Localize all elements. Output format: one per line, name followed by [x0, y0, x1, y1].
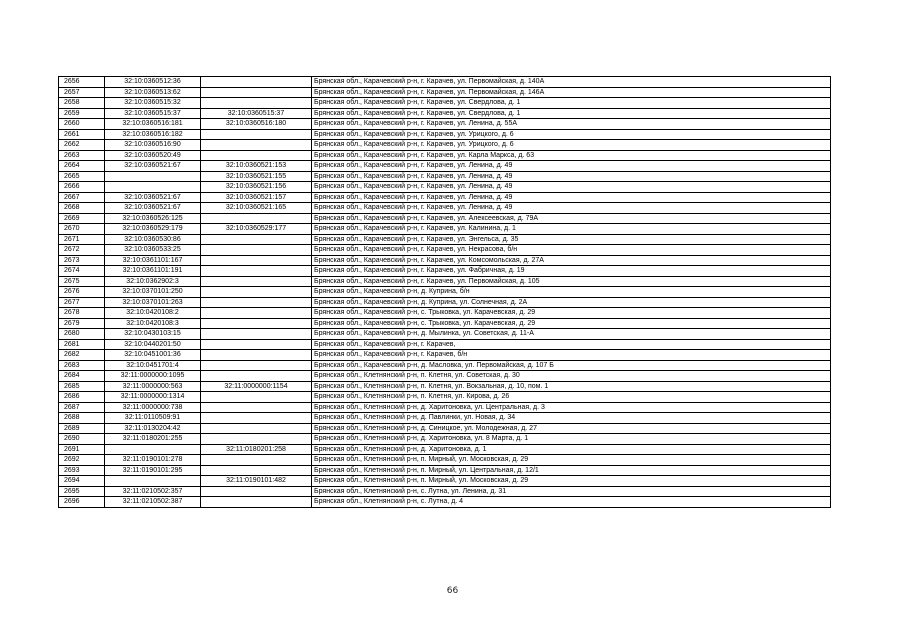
address-cell: Брянская обл., Карачевский р-н, г. Карачев, ул. Свердлова, д. 1 [312, 108, 831, 119]
related-cadastral-number-cell [201, 77, 312, 88]
row-number-cell: 2684 [59, 371, 105, 382]
address-cell: Брянская обл., Клетнянский р-н, п. Мирный, ул. Московская, д. 29 [312, 455, 831, 466]
row-number-cell: 2669 [59, 213, 105, 224]
related-cadastral-number-cell [201, 276, 312, 287]
row-number-cell: 2680 [59, 329, 105, 340]
address-cell: Брянская обл., Карачевский р-н, г. Карачев, ул. Ленина, д. 49 [312, 203, 831, 214]
cadastral-number-cell: 32:10:0420108:2 [105, 308, 201, 319]
table-row [59, 497, 831, 508]
related-cadastral-number-cell [201, 392, 312, 403]
row-number-cell: 2679 [59, 318, 105, 329]
row-number-cell: 2659 [59, 108, 105, 119]
address-cell: Брянская обл., Карачевский р-н, д. Масловка, ул. Первомайская, д. 107 Б [312, 360, 831, 371]
cadastral-number-cell: 32:10:0430103:15 [105, 329, 201, 340]
related-cadastral-number-cell: 32:10:0360521:157 [201, 192, 312, 203]
address-cell: Брянская обл., Карачевский р-н, г. Карачев, ул. Ленина, д. 49 [312, 171, 831, 182]
row-number-cell: 2690 [59, 434, 105, 445]
cadastral-number-cell: 32:10:0370101:263 [105, 297, 201, 308]
row-number-cell: 2662 [59, 140, 105, 151]
row-number-cell: 2667 [59, 192, 105, 203]
cadastral-number-cell: 32:10:0360513:62 [105, 87, 201, 98]
page-number: 66 [446, 586, 459, 596]
table-row [59, 476, 831, 487]
row-number-cell: 2682 [59, 350, 105, 361]
row-number-cell: 2687 [59, 402, 105, 413]
row-number-cell: 2696 [59, 497, 105, 508]
cadastral-number-cell [105, 476, 201, 487]
related-cadastral-number-cell [201, 266, 312, 277]
cadastral-number-cell: 32:10:0362902:3 [105, 276, 201, 287]
cadastral-number-cell: 32:10:0360521:67 [105, 192, 201, 203]
table-row [59, 486, 831, 497]
related-cadastral-number-cell [201, 371, 312, 382]
table-row [59, 161, 831, 172]
address-cell: Брянская обл., Клетнянский р-н, д. Харитоновка, ул. Центральная, д. 3 [312, 402, 831, 413]
row-number-cell: 2671 [59, 234, 105, 245]
row-number-cell: 2675 [59, 276, 105, 287]
related-cadastral-number-cell: 32:10:0360521:165 [201, 203, 312, 214]
table-row [59, 297, 831, 308]
related-cadastral-number-cell [201, 350, 312, 361]
cadastral-number-cell: 32:10:0360533:25 [105, 245, 201, 256]
address-cell: Брянская обл., Клетнянский р-н, п. Клетня, ул. Советская, д. 30 [312, 371, 831, 382]
table-row [59, 371, 831, 382]
table-row [59, 108, 831, 119]
related-cadastral-number-cell [201, 360, 312, 371]
cadastral-number-cell: 32:11:0130204:42 [105, 423, 201, 434]
row-number-cell: 2664 [59, 161, 105, 172]
cadastral-number-cell: 32:11:0000000:563 [105, 381, 201, 392]
table-row [59, 245, 831, 256]
address-cell: Брянская обл., Карачевский р-н, с. Трыковка, ул. Карачевская, д. 29 [312, 318, 831, 329]
cadastral-number-cell: 32:11:0210502:387 [105, 497, 201, 508]
related-cadastral-number-cell [201, 413, 312, 424]
cadastral-number-cell: 32:10:0360526:125 [105, 213, 201, 224]
table-row [59, 255, 831, 266]
table-row [59, 339, 831, 350]
address-cell: Брянская обл., Клетнянский р-н, д. Синицкое, ул. Молодежная, д. 27 [312, 423, 831, 434]
cadastral-number-cell: 32:11:0190101:295 [105, 465, 201, 476]
address-cell: Брянская обл., Карачевский р-н, г. Карачев, ул. Первомайская, д. 140А [312, 77, 831, 88]
address-cell: Брянская обл., Клетнянский р-н, п. Мирный, ул. Центральная, д. 12/1 [312, 465, 831, 476]
address-cell: Брянская обл., Клетнянский р-н, п. Клетня, ул. Вокзальная, д. 10, пом. 1 [312, 381, 831, 392]
related-cadastral-number-cell [201, 318, 312, 329]
address-cell: Брянская обл., Клетнянский р-н, п. Клетня, ул. Кирова, д. 26 [312, 392, 831, 403]
cadastral-number-cell [105, 444, 201, 455]
related-cadastral-number-cell [201, 455, 312, 466]
table-row [59, 350, 831, 361]
address-cell: Брянская обл., Карачевский р-н, д. Мылинка, ул. Советская, д. 11-А [312, 329, 831, 340]
table-row [59, 224, 831, 235]
related-cadastral-number-cell [201, 465, 312, 476]
row-number-cell: 2683 [59, 360, 105, 371]
related-cadastral-number-cell [201, 234, 312, 245]
table-row [59, 444, 831, 455]
row-number-cell: 2689 [59, 423, 105, 434]
address-cell: Брянская обл., Карачевский р-н, г. Карачев, ул. Энгельса, д. 35 [312, 234, 831, 245]
table-row [59, 276, 831, 287]
address-cell: Брянская обл., Карачевский р-н, д. Куприна, ул. Солнечная, д. 2А [312, 297, 831, 308]
cadastral-number-cell: 32:10:0360529:179 [105, 224, 201, 235]
row-number-cell: 2685 [59, 381, 105, 392]
cadastral-number-cell: 32:10:0361101:191 [105, 266, 201, 277]
row-number-cell: 2673 [59, 255, 105, 266]
table-row [59, 455, 831, 466]
address-cell: Брянская обл., Клетнянский р-н, п. Мирный, ул. Московская, д. 29 [312, 476, 831, 487]
related-cadastral-number-cell [201, 423, 312, 434]
address-cell: Брянская обл., Карачевский р-н, г. Карачев, ул. Калинина, д. 1 [312, 224, 831, 235]
table-row [59, 329, 831, 340]
address-cell: Брянская обл., Карачевский р-н, д. Куприна, б/н [312, 287, 831, 298]
related-cadastral-number-cell [201, 339, 312, 350]
related-cadastral-number-cell [201, 87, 312, 98]
row-number-cell: 2670 [59, 224, 105, 235]
address-cell: Брянская обл., Карачевский р-н, г. Карачев, ул. Карла Маркса, д. 63 [312, 150, 831, 161]
related-cadastral-number-cell [201, 297, 312, 308]
cadastral-number-cell: 32:10:0370101:250 [105, 287, 201, 298]
address-cell: Брянская обл., Карачевский р-н, г. Карачев, [312, 339, 831, 350]
table-row [59, 129, 831, 140]
address-cell: Брянская обл., Клетнянский р-н, с. Лутна, д. 4 [312, 497, 831, 508]
related-cadastral-number-cell: 32:10:0360521:153 [201, 161, 312, 172]
cadastral-number-cell [105, 171, 201, 182]
related-cadastral-number-cell [201, 434, 312, 445]
cadastral-number-cell: 32:10:0360515:37 [105, 108, 201, 119]
cadastral-number-cell: 32:10:0361101:167 [105, 255, 201, 266]
cadastral-number-cell: 32:11:0190101:278 [105, 455, 201, 466]
table-row [59, 150, 831, 161]
related-cadastral-number-cell [201, 497, 312, 508]
table-row [59, 308, 831, 319]
row-number-cell: 2663 [59, 150, 105, 161]
cadastral-number-cell: 32:10:0451701:4 [105, 360, 201, 371]
cadastral-number-cell: 32:10:0420108:3 [105, 318, 201, 329]
row-number-cell: 2686 [59, 392, 105, 403]
related-cadastral-number-cell: 32:11:0180201:258 [201, 444, 312, 455]
table-row [59, 360, 831, 371]
address-cell: Брянская обл., Карачевский р-н, г. Карачев, ул. Ленина, д. 49 [312, 192, 831, 203]
address-cell: Брянская обл., Клетнянский р-н, д. Павлинки, ул. Новая, д. 34 [312, 413, 831, 424]
table-row [59, 171, 831, 182]
cadastral-number-cell: 32:10:0360515:32 [105, 98, 201, 109]
row-number-cell: 2688 [59, 413, 105, 424]
registry-table [58, 76, 831, 508]
row-number-cell: 2658 [59, 98, 105, 109]
related-cadastral-number-cell [201, 213, 312, 224]
cadastral-number-cell: 32:11:0000000:1095 [105, 371, 201, 382]
related-cadastral-number-cell [201, 98, 312, 109]
cadastral-number-cell: 32:10:0451001:36 [105, 350, 201, 361]
address-cell: Брянская обл., Карачевский р-н, г. Карачев, ул. Урицкого, д. 6 [312, 129, 831, 140]
table-row [59, 192, 831, 203]
related-cadastral-number-cell: 32:11:0190101:482 [201, 476, 312, 487]
row-number-cell: 2695 [59, 486, 105, 497]
row-number-cell: 2656 [59, 77, 105, 88]
related-cadastral-number-cell: 32:10:0360521:155 [201, 171, 312, 182]
address-cell: Брянская обл., Карачевский р-н, г. Карачев, ул. Первомайская, д. 105 [312, 276, 831, 287]
cadastral-number-cell: 32:10:0440201:50 [105, 339, 201, 350]
related-cadastral-number-cell: 32:10:0360521:156 [201, 182, 312, 193]
table-row [59, 140, 831, 151]
address-cell: Брянская обл., Клетнянский р-н, д. Харитоновка, ул. 8 Марта, д. 1 [312, 434, 831, 445]
cadastral-number-cell: 32:10:0360530:86 [105, 234, 201, 245]
address-cell: Брянская обл., Карачевский р-н, г. Карачев, б/н [312, 350, 831, 361]
cadastral-number-cell: 32:11:0180201:255 [105, 434, 201, 445]
cadastral-number-cell: 32:10:0360521:67 [105, 203, 201, 214]
cadastral-number-cell: 32:10:0360512:36 [105, 77, 201, 88]
row-number-cell: 2676 [59, 287, 105, 298]
cadastral-number-cell: 32:10:0360516:90 [105, 140, 201, 151]
related-cadastral-number-cell [201, 402, 312, 413]
address-cell: Брянская обл., Карачевский р-н, с. Трыковка, ул. Карачевская, д. 29 [312, 308, 831, 319]
table-row [59, 465, 831, 476]
row-number-cell: 2691 [59, 444, 105, 455]
row-number-cell: 2668 [59, 203, 105, 214]
address-cell: Брянская обл., Карачевский р-н, г. Карачев, ул. Алексеевская, д. 79А [312, 213, 831, 224]
related-cadastral-number-cell [201, 150, 312, 161]
table-row [59, 213, 831, 224]
row-number-cell: 2692 [59, 455, 105, 466]
table-row [59, 287, 831, 298]
row-number-cell: 2666 [59, 182, 105, 193]
cadastral-number-cell: 32:11:0000000:738 [105, 402, 201, 413]
table-row [59, 413, 831, 424]
related-cadastral-number-cell: 32:10:0360516:180 [201, 119, 312, 130]
address-cell: Брянская обл., Клетнянский р-н, д. Харитоновка, д. 1 [312, 444, 831, 455]
row-number-cell: 2657 [59, 87, 105, 98]
table-row [59, 182, 831, 193]
row-number-cell: 2660 [59, 119, 105, 130]
related-cadastral-number-cell [201, 486, 312, 497]
address-cell: Брянская обл., Карачевский р-н, г. Карачев, ул. Свердлова, д. 1 [312, 98, 831, 109]
table-row [59, 392, 831, 403]
row-number-cell: 2678 [59, 308, 105, 319]
related-cadastral-number-cell: 32:10:0360529:177 [201, 224, 312, 235]
address-cell: Брянская обл., Карачевский р-н, г. Карачев, ул. Фабричная, д. 19 [312, 266, 831, 277]
address-cell: Брянская обл., Карачевский р-н, г. Карачев, ул. Некрасова, б/н [312, 245, 831, 256]
cadastral-number-cell: 32:10:0360520:49 [105, 150, 201, 161]
address-cell: Брянская обл., Карачевский р-н, г. Карачев, ул. Ленина, д. 49 [312, 182, 831, 193]
address-cell: Брянская обл., Карачевский р-н, г. Карачев, ул. Ленина, д. 49 [312, 161, 831, 172]
address-cell: Брянская обл., Карачевский р-н, г. Карачев, ул. Комсомольская, д. 27А [312, 255, 831, 266]
related-cadastral-number-cell [201, 245, 312, 256]
related-cadastral-number-cell: 32:10:0360515:37 [201, 108, 312, 119]
related-cadastral-number-cell: 32:11:0000000:1154 [201, 381, 312, 392]
address-cell: Брянская обл., Карачевский р-н, г. Карачев, ул. Первомайская, д. 146А [312, 87, 831, 98]
row-number-cell: 2672 [59, 245, 105, 256]
cadastral-number-cell: 32:11:0210502:357 [105, 486, 201, 497]
table-row [59, 423, 831, 434]
cadastral-number-cell: 32:11:0110509:91 [105, 413, 201, 424]
registry-table-body [59, 77, 831, 508]
cadastral-number-cell: 32:10:0360521:67 [105, 161, 201, 172]
related-cadastral-number-cell [201, 329, 312, 340]
table-row [59, 234, 831, 245]
table-row [59, 98, 831, 109]
row-number-cell: 2661 [59, 129, 105, 140]
cadastral-number-cell: 32:11:0000000:1314 [105, 392, 201, 403]
cadastral-number-cell: 32:10:0360516:181 [105, 119, 201, 130]
row-number-cell: 2694 [59, 476, 105, 487]
cadastral-number-cell [105, 182, 201, 193]
address-cell: Брянская обл., Клетнянский р-н, с. Лутна, ул. Ленина, д. 31 [312, 486, 831, 497]
cadastral-number-cell: 32:10:0360516:182 [105, 129, 201, 140]
row-number-cell: 2693 [59, 465, 105, 476]
table-row [59, 77, 831, 88]
related-cadastral-number-cell [201, 287, 312, 298]
table-row [59, 87, 831, 98]
related-cadastral-number-cell [201, 255, 312, 266]
row-number-cell: 2677 [59, 297, 105, 308]
table-row [59, 203, 831, 214]
table-row [59, 381, 831, 392]
row-number-cell: 2681 [59, 339, 105, 350]
table-row [59, 434, 831, 445]
related-cadastral-number-cell [201, 129, 312, 140]
related-cadastral-number-cell [201, 308, 312, 319]
table-row [59, 119, 831, 130]
table-row [59, 318, 831, 329]
address-cell: Брянская обл., Карачевский р-н, г. Карачев, ул. Ленина, д. 55А [312, 119, 831, 130]
table-row [59, 266, 831, 277]
row-number-cell: 2665 [59, 171, 105, 182]
related-cadastral-number-cell [201, 140, 312, 151]
table-row [59, 402, 831, 413]
address-cell: Брянская обл., Карачевский р-н, г. Карачев, ул. Урицкого, д. 6 [312, 140, 831, 151]
row-number-cell: 2674 [59, 266, 105, 277]
